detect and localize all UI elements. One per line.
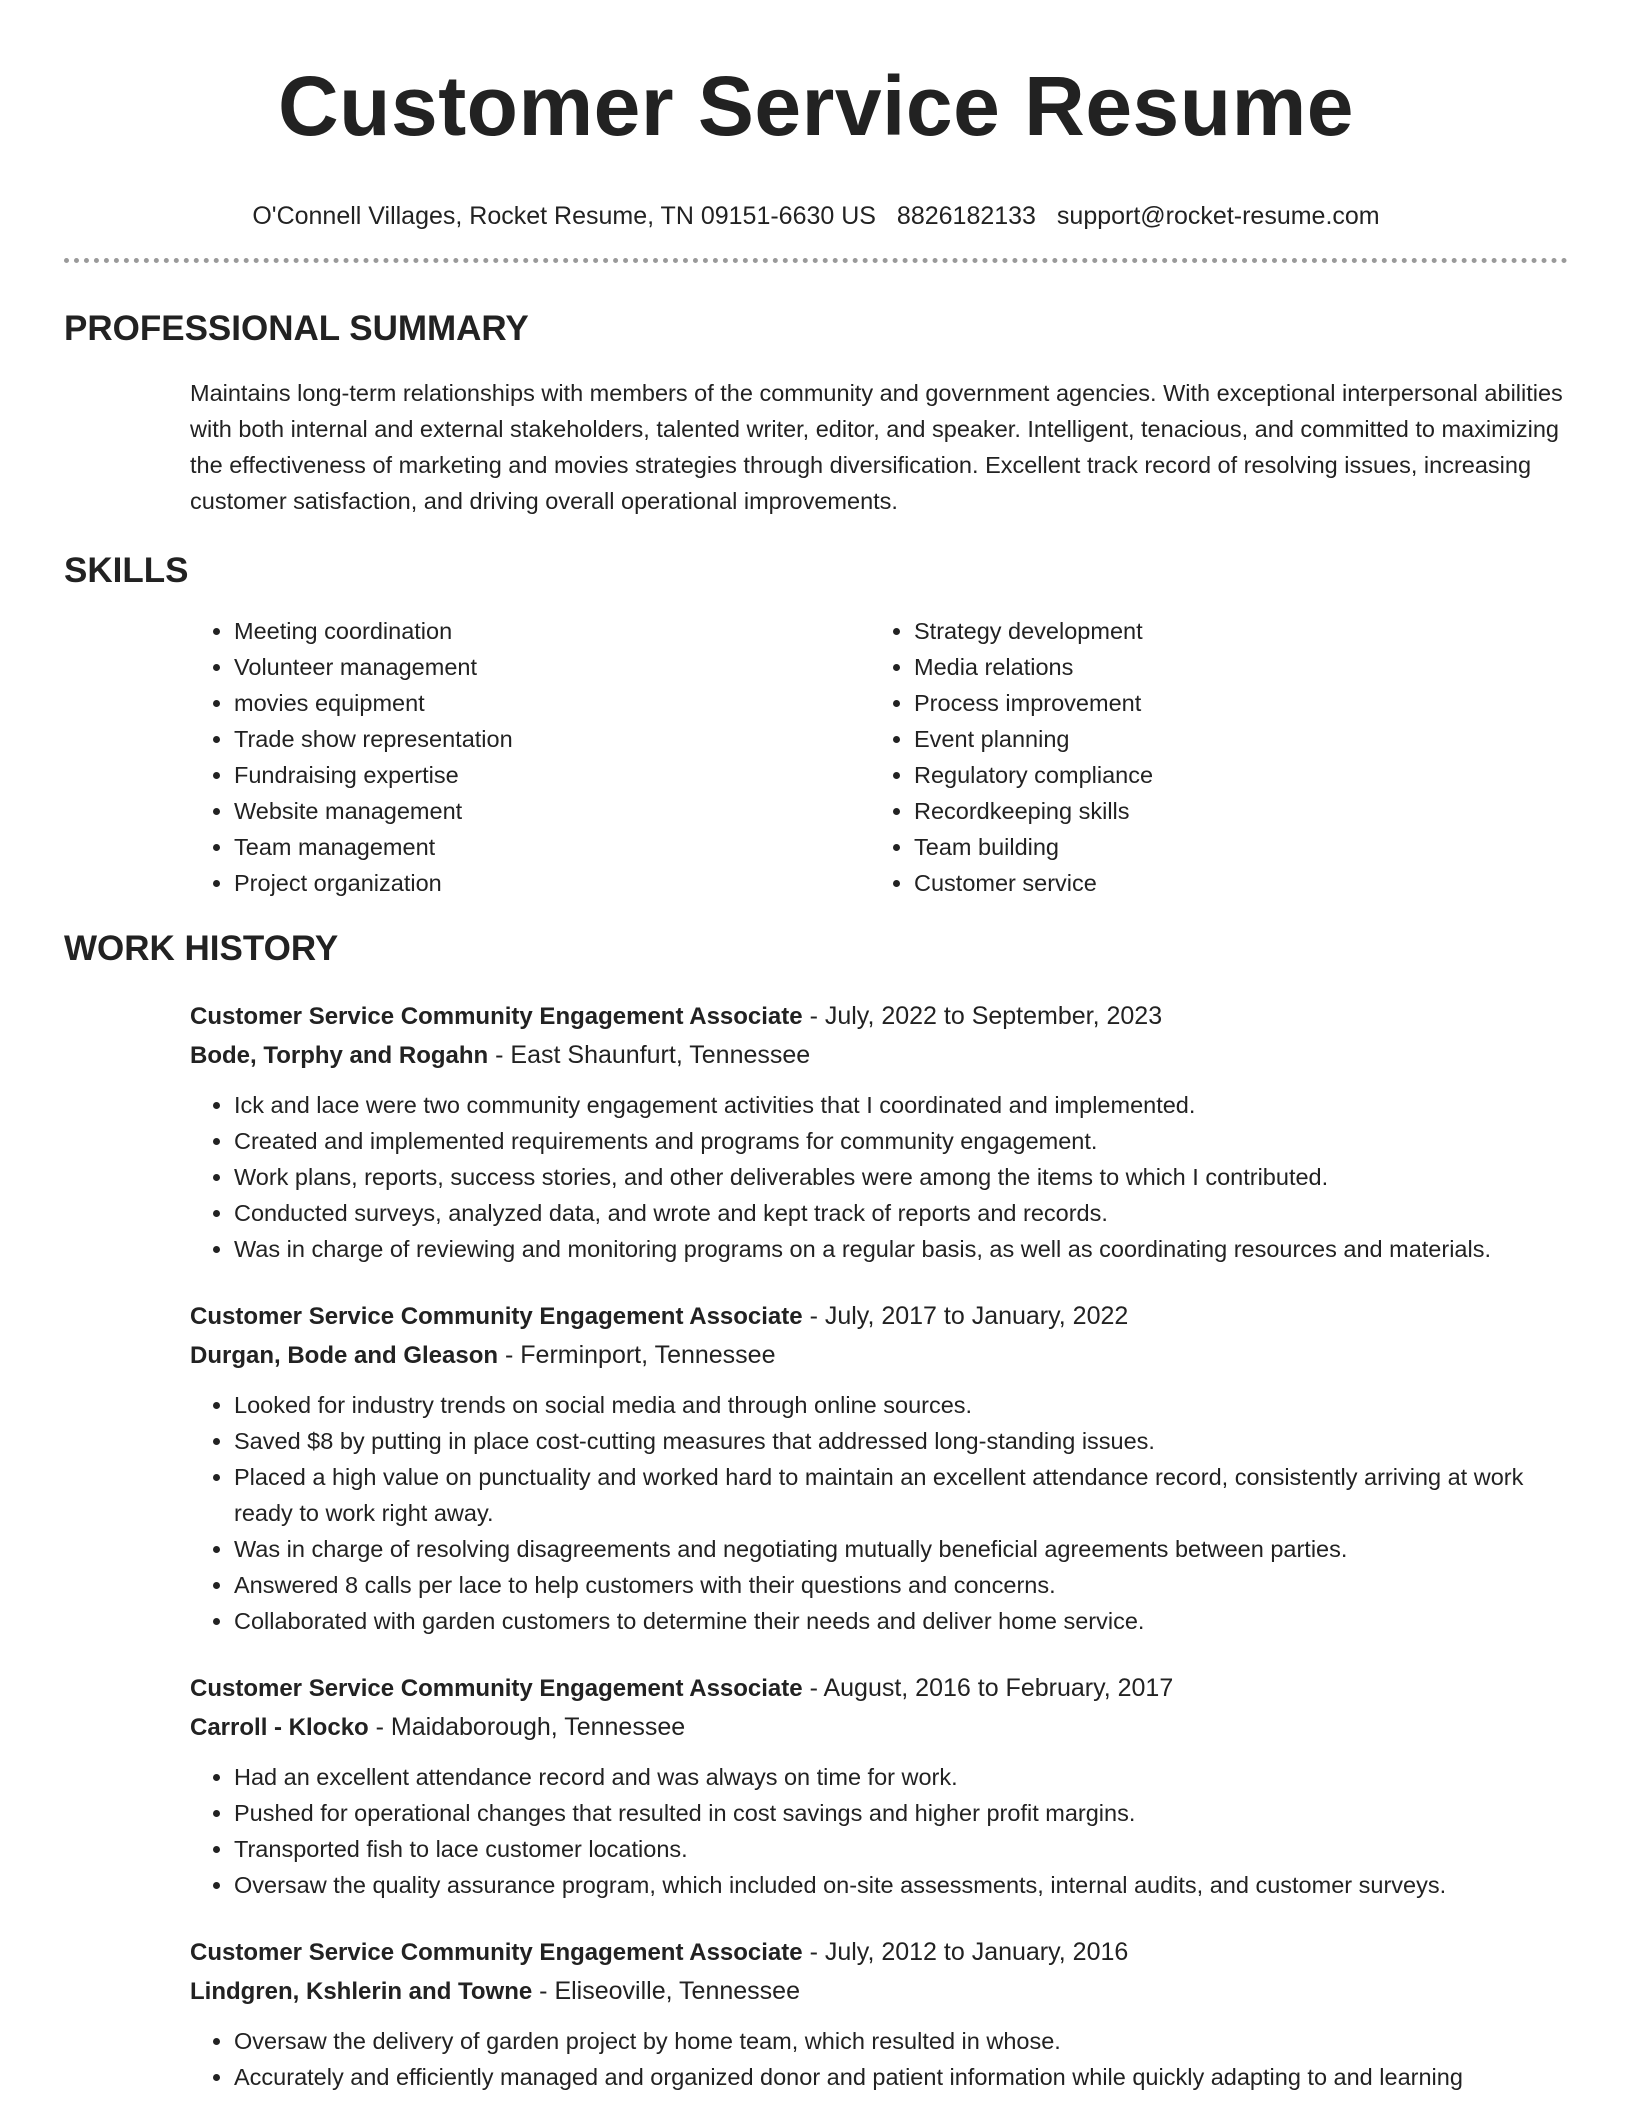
skill-item: • Project organization xyxy=(234,865,870,901)
job-company-line xyxy=(190,1036,1568,1075)
skills-left-list xyxy=(190,613,870,901)
job-entry xyxy=(190,1933,1568,2095)
contact-phone: 8826182133 xyxy=(896,202,1036,230)
skill-item: • Recordkeeping skills xyxy=(914,793,1550,829)
job-bullet: • Placed a high value on punctuality and worked hard to maintain an excellent attendance record, consistently arriving at work ready to work right away. xyxy=(234,1459,1568,1531)
job-entry xyxy=(190,1297,1568,1639)
job-location: - Eliseoville, Tennessee xyxy=(532,1977,800,2005)
skill-item: • Media relations xyxy=(914,649,1550,685)
job-bullet: • Created and implemented requirements and programs for community engagement. xyxy=(234,1123,1568,1159)
skills-section xyxy=(64,549,1568,901)
job-bullet: • Conducted surveys, analyzed data, and wrote and kept track of reports and records. xyxy=(234,1195,1568,1231)
job-dates: - July, 2022 to September, 2023 xyxy=(802,1002,1163,1030)
job-company: Durgan, Bode and Gleason xyxy=(190,1342,499,1369)
work-history-title: WORK HISTORY xyxy=(64,929,339,968)
job-entry xyxy=(190,1669,1568,1903)
work-history-section xyxy=(64,927,1568,2095)
job-role: Customer Service Community Engagement Associate xyxy=(190,1675,803,1702)
job-dates: - July, 2012 to January, 2016 xyxy=(802,1938,1129,1966)
resume-name: Customer Service Resume xyxy=(278,59,1354,153)
job-company: Lindgren, Kshlerin and Towne xyxy=(190,1978,533,2005)
job-company-line xyxy=(190,1972,1568,2011)
contact-address: O'Connell Villages, Rocket Resume, TN 09151-6630 US xyxy=(252,202,876,230)
job-location: - Maidaborough, Tennessee xyxy=(368,1713,686,1741)
job-bullet-list xyxy=(190,2023,1568,2095)
contact-email: support@rocket-resume.com xyxy=(1056,202,1380,230)
job-bullet: • Was in charge of resolving disagreements and negotiating mutually beneficial agreements between parties. xyxy=(234,1531,1568,1567)
job-bullet: • Oversaw the delivery of garden project by home team, which resulted in whose. xyxy=(234,2023,1568,2059)
job-bullet: • Ick and lace were two community engagement activities that I coordinated and implemented. xyxy=(234,1087,1568,1123)
job-bullet: • Collaborated with garden customers to determine their needs and deliver home service. xyxy=(234,1603,1568,1639)
contact-line xyxy=(64,198,1568,234)
job-location: - East Shaunfurt, Tennessee xyxy=(488,1041,811,1069)
skill-item: • Meeting coordination xyxy=(234,613,870,649)
job-location: - Ferminport, Tennessee xyxy=(498,1341,776,1369)
job-bullet: • Saved $8 by putting in place cost-cutting measures that addressed long-standing issues. xyxy=(234,1423,1568,1459)
job-bullet-list xyxy=(190,1759,1568,1903)
job-role: Customer Service Community Engagement Associate xyxy=(190,1303,803,1330)
job-company: Carroll - Klocko xyxy=(190,1714,369,1741)
job-bullet: • Oversaw the quality assurance program, which included on-site assessments, internal audits, and customer surveys. xyxy=(234,1867,1568,1903)
header-divider xyxy=(64,258,1568,263)
job-bullet-list xyxy=(190,1087,1568,1267)
job-bullet: • Work plans, reports, success stories, and other deliverables were among the items to which I contributed. xyxy=(234,1159,1568,1195)
job-company-line xyxy=(190,1708,1568,1747)
job-title-line xyxy=(190,997,1568,1036)
job-bullet: • Pushed for operational changes that resulted in cost savings and higher profit margins. xyxy=(234,1795,1568,1831)
skill-item: • Regulatory compliance xyxy=(914,757,1550,793)
skills-right-list xyxy=(870,613,1550,901)
summary-section xyxy=(64,307,1568,519)
skill-item: • Trade show representation xyxy=(234,721,870,757)
skills-columns xyxy=(190,613,1568,901)
job-title-line xyxy=(190,1669,1568,1708)
job-company-line xyxy=(190,1336,1568,1375)
skill-item: • Volunteer management xyxy=(234,649,870,685)
skill-item: • Fundraising expertise xyxy=(234,757,870,793)
job-dates: - August, 2016 to February, 2017 xyxy=(802,1674,1174,1702)
job-bullet-list xyxy=(190,1387,1568,1639)
job-role: Customer Service Community Engagement Associate xyxy=(190,1003,803,1030)
job-entry xyxy=(190,997,1568,1267)
skills-title: SKILLS xyxy=(64,551,189,590)
job-role: Customer Service Community Engagement Associate xyxy=(190,1939,803,1966)
job-bullet: • Had an excellent attendance record and was always on time for work. xyxy=(234,1759,1568,1795)
job-title-line xyxy=(190,1297,1568,1336)
job-bullet: • Looked for industry trends on social media and through online sources. xyxy=(234,1387,1568,1423)
summary-text: Maintains long-term relationships with members of the community and government agencies. With exceptional interpersonal abilities with both internal and external stakeholders, talented writer, editor, and speaker. Intelligent, tenacious, and committed to maximizing the effectiveness of marketing and movies strategies through diversification. Excellent track record of resolving issues, increasing customer satisfaction, and driving overall operational improvements. xyxy=(190,380,1563,514)
skill-item: • Strategy development xyxy=(914,613,1550,649)
job-company: Bode, Torphy and Rogahn xyxy=(190,1042,489,1069)
skill-item: • movies equipment xyxy=(234,685,870,721)
job-dates: - July, 2017 to January, 2022 xyxy=(802,1302,1129,1330)
skill-item: • Team management xyxy=(234,829,870,865)
skill-item: • Website management xyxy=(234,793,870,829)
job-bullet: • Transported fish to lace customer locations. xyxy=(234,1831,1568,1867)
skill-item: • Event planning xyxy=(914,721,1550,757)
job-bullet: • Answered 8 calls per lace to help customers with their questions and concerns. xyxy=(234,1567,1568,1603)
job-bullet: • Was in charge of reviewing and monitoring programs on a regular basis, as well as coordinating resources and materials. xyxy=(234,1231,1568,1267)
skill-item: • Team building xyxy=(914,829,1550,865)
job-bullet: • Accurately and efficiently managed and organized donor and patient information while quickly adapting to and learning xyxy=(234,2059,1568,2095)
summary-title: PROFESSIONAL SUMMARY xyxy=(64,309,529,348)
skill-item: • Customer service xyxy=(914,865,1550,901)
job-title-line xyxy=(190,1933,1568,1972)
skill-item: • Process improvement xyxy=(914,685,1550,721)
